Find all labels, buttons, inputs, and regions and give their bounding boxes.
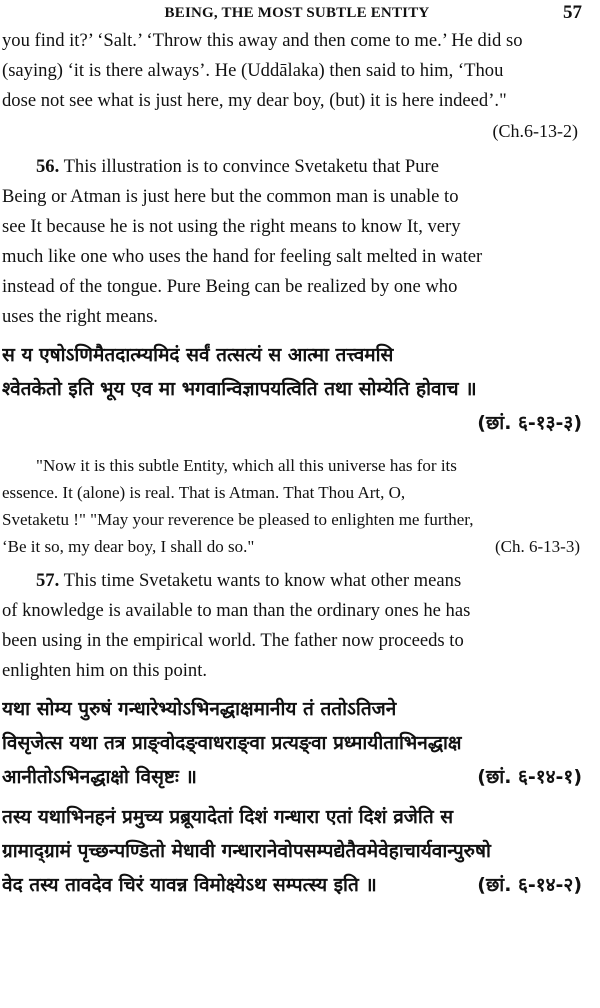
paragraph-56 <box>2 152 592 332</box>
text-line: instead of the tongue. Pure Being can be realized by one who <box>2 276 458 297</box>
text-line: much like one who uses the hand for feeling salt melted in water <box>2 246 483 267</box>
text-fragment: This time Svetaketu wants to know what other means <box>63 570 462 591</box>
running-title: BEING, THE MOST SUBTLE ENTITY <box>164 5 430 21</box>
text-line <box>2 152 592 182</box>
text-fragment: आनीतोऽभिनद्धाक्षो विसृष्टः ॥ <box>2 766 197 788</box>
citation: (Ch.6-13-2) <box>492 121 578 141</box>
verse-line: तस्य यथाभिनहनं प्रमुच्य प्रब्रूयादेतां दिशं गन्धारा एतां दिशं व्रजेति स <box>2 806 454 828</box>
verse-line: विसृजेत्स यथा तत्र प्राङ्वोदङ्वाधराङ्वा प्रत्यङ्वा प्रध्मायीताभिनद्धाक्ष <box>2 732 462 754</box>
translation-1 <box>2 452 592 560</box>
text-line <box>2 533 592 560</box>
citation: (Ch. 6-13-3) <box>495 537 580 556</box>
running-header <box>2 2 592 26</box>
text-line: uses the right means. <box>2 306 158 327</box>
verse-line: यथा सोम्य पुरुषं गन्धारेभ्योऽभिनद्धाक्षमानीय तं ततोऽतिजने <box>2 698 397 720</box>
text-line: Being or Atman is just here but the common man is unable to <box>2 186 459 207</box>
verse-reference-line <box>2 406 592 440</box>
citation: (छां. ६-१४-२) <box>477 874 582 896</box>
citation: (छां. ६-१४-१) <box>477 766 582 788</box>
verse-line: श्वेतकेतो इति भूय एव मा भगवान्विज्ञापयत्विति तथा सोम्येति होवाच ॥ <box>2 378 477 400</box>
text-fragment: ‘Be it so, my dear boy, I shall do so." <box>2 537 255 556</box>
sanskrit-verse-2 <box>2 692 592 794</box>
paragraph-number: 56. <box>36 156 60 177</box>
continuation-paragraph <box>2 26 592 116</box>
page-number: 57 <box>563 2 582 23</box>
text-line: see It because he is not using the right means to know It, very <box>2 216 461 237</box>
text-line: essence. It (alone) is real. That is Atman. That Thou Art, O, <box>2 483 406 502</box>
verse-line <box>2 868 592 902</box>
text-fragment: वेद तस्य तावदेव चिरं यावन्न विमोक्ष्येऽथ सम्पत्स्य इति ॥ <box>2 874 377 896</box>
text-line: "Now it is this subtle Entity, which all this universe has for its <box>36 456 457 475</box>
text-line: (saying) ‘it is there always’. He (Uddālaka) then said to him, ‘Thou <box>2 60 504 81</box>
text-line: enlighten him on this point. <box>2 660 208 681</box>
verse-line: ग्रामाद्ग्रामं पृच्छन्पण्डितो मेधावी गन्धारानेवोपसम्पद्येतैवमेवेहाचार्यवान्पुरुषो <box>2 840 491 862</box>
text-fragment: This illustration is to convince Svetaketu that Pure <box>63 156 439 177</box>
text-line: you find it?’ ‘Salt.’ ‘Throw this away and then come to me.’ He did so <box>2 30 523 51</box>
citation: (छां. ६-१३-३) <box>477 412 582 434</box>
text-line: dose not see what is just here, my dear boy, (but) it is here indeed’." <box>2 90 507 111</box>
sanskrit-verse-3 <box>2 800 592 902</box>
text-line: of knowledge is available to man than the ordinary ones he has <box>2 600 471 621</box>
text-line <box>2 566 592 596</box>
verse-line <box>2 760 592 794</box>
paragraph-57 <box>2 566 592 686</box>
verse-line: स य एषोऽणिमैतदात्म्यमिदं सर्वं तत्सत्यं स आत्मा तत्त्वमसि <box>2 344 394 366</box>
sanskrit-verse-1 <box>2 338 592 440</box>
text-line: Svetaketu !" "May your reverence be pleased to enlighten me further, <box>2 510 474 529</box>
text-line: been using in the empirical world. The father now proceeds to <box>2 630 464 651</box>
paragraph-number: 57. <box>36 570 60 591</box>
